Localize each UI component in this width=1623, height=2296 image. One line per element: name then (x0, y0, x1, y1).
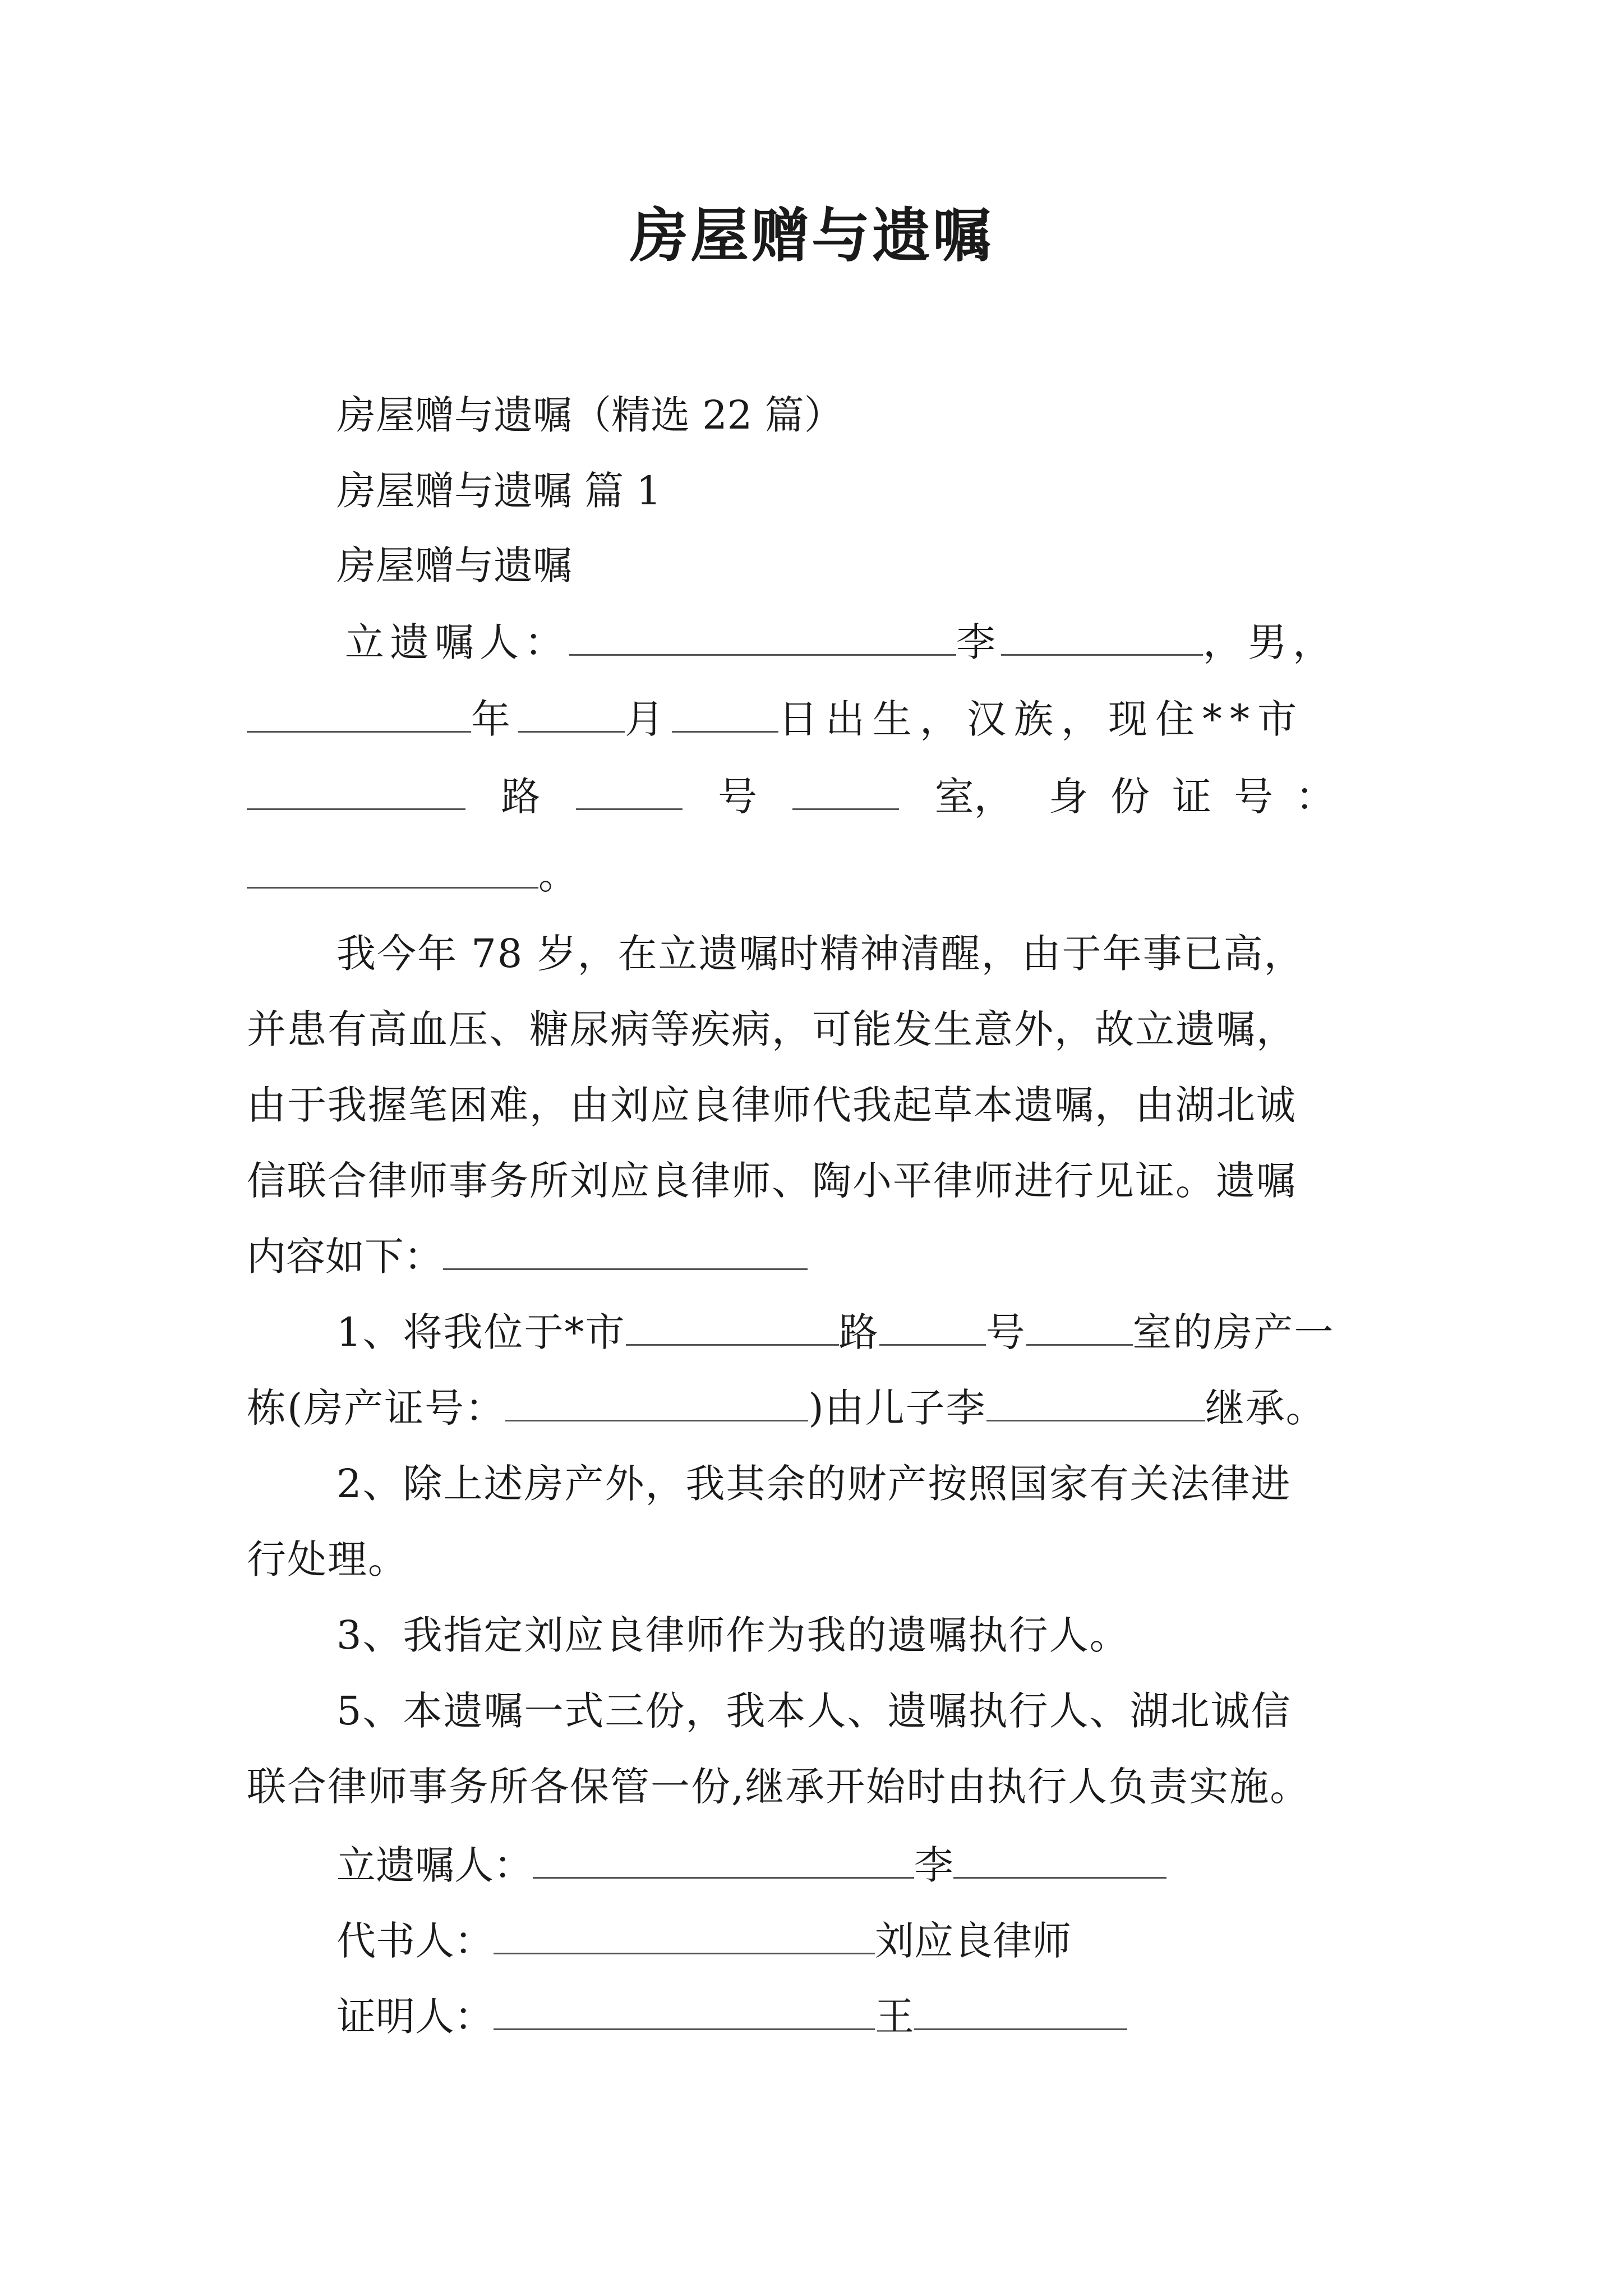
witness-name: 王 (875, 1994, 914, 2040)
blank-field (247, 852, 538, 889)
witness-label: 证明人： (336, 1994, 494, 2040)
blank-field (494, 1994, 875, 2030)
item-5-line-1: 5、本遗嘱一式三份，我本人、遗嘱执行人、湖北诚信 (336, 1688, 1292, 1734)
surname: 李 (956, 619, 1001, 665)
item-5-line-2: 联合律师事务所各保管一份,继承开始时由执行人负责实施。 (247, 1764, 1311, 1810)
intro-line-2 (247, 691, 1304, 747)
blank-field (247, 696, 471, 733)
scribe-label: 代书人： (336, 1918, 494, 1964)
blank-field (505, 1385, 808, 1421)
testator-sign-label: 立遗嘱人： (336, 1842, 533, 1888)
blank-field (879, 1309, 986, 1346)
room-text: 室， (934, 774, 1013, 820)
content-label: 内容如下： (247, 1234, 443, 1280)
blank-field (626, 1309, 839, 1346)
number-text: 号 (717, 774, 757, 820)
born-text: 日出生，汉族，现住 (778, 696, 1202, 742)
item-2-line-2: 行处理。 (247, 1536, 408, 1582)
intro-line-4 (247, 847, 578, 903)
blank-field (914, 1994, 1127, 2030)
item-2-line-1: 2、除上述房产外，我其余的财产按照国家有关法律进 (336, 1461, 1292, 1507)
intro-line-1 (345, 614, 1338, 670)
paragraph-line: 我今年 78 岁，在立遗嘱时精神清醒，由于年事已高， (336, 931, 1304, 977)
intro-line-3 (247, 769, 1357, 825)
item-1-room: 室的房产一 (1132, 1309, 1335, 1355)
blank-field (1001, 619, 1203, 656)
blank-field (1026, 1309, 1133, 1346)
id-label: 身份证号： (1048, 774, 1357, 820)
section-heading: 房屋赠与遗嘱 篇 1 (336, 468, 662, 514)
item-1-line-2 (247, 1380, 1326, 1436)
year-text: 年 (471, 696, 518, 742)
testator-label: 立遗嘱人： (345, 619, 569, 665)
inherit-text: 继承。 (1205, 1385, 1326, 1431)
period-text: 。 (538, 852, 578, 898)
blank-field (247, 774, 465, 810)
signature-testator (336, 1837, 1166, 1893)
paragraph-line: 信联合律师事务所刘应良律师、陶小平律师进行见证。遗嘱 (247, 1158, 1297, 1204)
item-1-line-1 (336, 1304, 1335, 1360)
blank-field (953, 1842, 1166, 1879)
section-title: 房屋赠与遗嘱 (336, 542, 572, 588)
document-title: 房屋赠与遗嘱 (629, 201, 993, 270)
blank-field (672, 696, 778, 733)
blank-field (494, 1918, 875, 1954)
son-text: )由儿子李 (808, 1385, 986, 1431)
item-1-road: 路 (838, 1309, 879, 1355)
subtitle: 房屋赠与遗嘱（精选 22 篇） (336, 392, 843, 438)
blank-field (533, 1842, 914, 1879)
month-text: 月 (625, 696, 672, 742)
blank-field (518, 696, 625, 733)
city-text: **市 (1202, 696, 1304, 742)
item-1-number: 号 (985, 1309, 1026, 1355)
testator-sign-name: 李 (914, 1842, 953, 1888)
blank-field (576, 774, 683, 810)
blank-field (792, 774, 899, 810)
blank-field (569, 619, 956, 656)
item-1-text: 1、将我位于*市 (336, 1309, 626, 1355)
signature-witness (336, 1989, 1127, 2045)
item-3: 3、我指定刘应良律师作为我的遗嘱执行人。 (336, 1612, 1130, 1658)
signature-scribe (336, 1913, 1071, 1969)
paragraph-line: 由于我握笔困难，由刘应良律师代我起草本遗嘱，由湖北诚 (247, 1082, 1297, 1128)
road-text: 路 (501, 774, 541, 820)
blank-field (443, 1234, 808, 1270)
paragraph-line: 并患有高血压、糖尿病等疾病，可能发生意外，故立遗嘱， (247, 1006, 1297, 1052)
paragraph-line (247, 1228, 808, 1285)
gender-text: ，男， (1203, 619, 1338, 665)
deed-label: 栋(房产证号： (247, 1385, 506, 1431)
scribe-name: 刘应良律师 (875, 1918, 1071, 1964)
blank-field (986, 1385, 1205, 1421)
